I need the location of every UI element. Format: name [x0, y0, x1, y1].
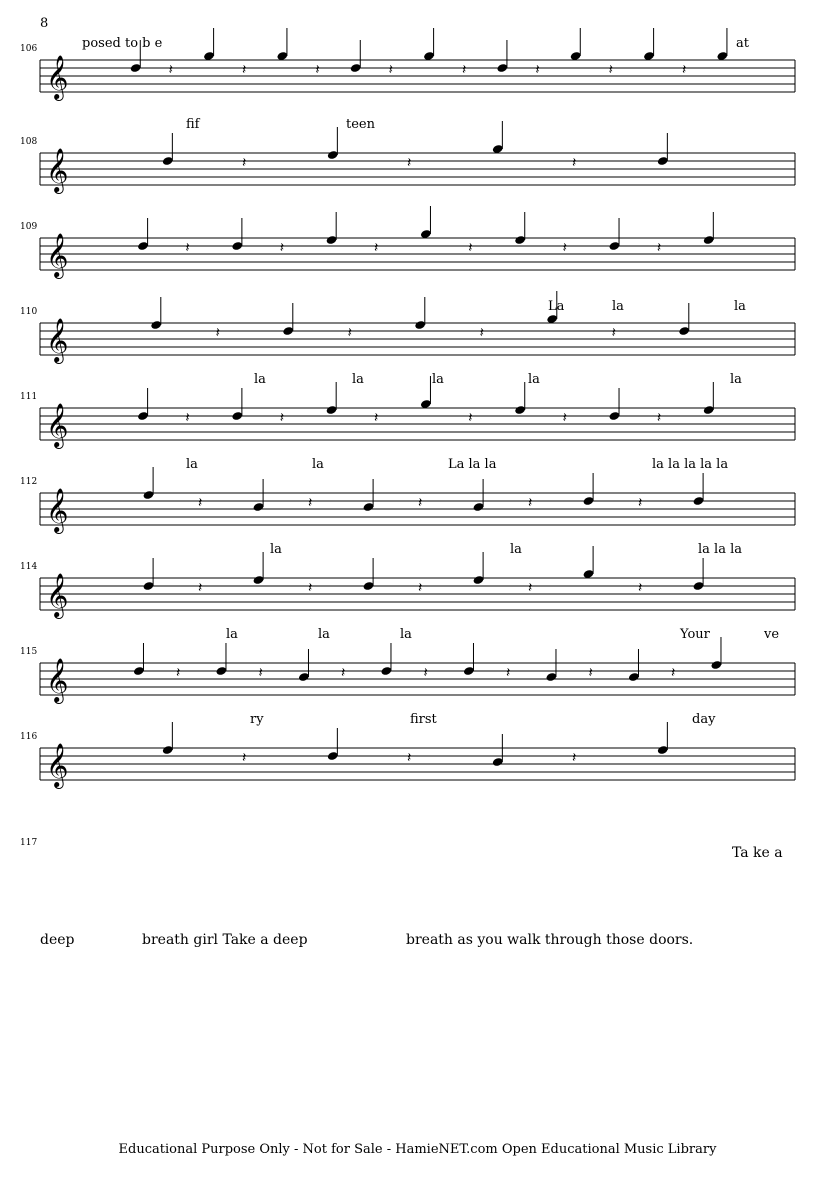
lyric-syllable: Your	[680, 627, 710, 642]
quarter-rest-icon: 𝄽	[374, 240, 379, 256]
staff-system	[0, 398, 835, 458]
quarter-rest-icon: 𝄽	[468, 410, 473, 426]
lyric-syllable: La	[548, 299, 565, 314]
staff-system	[0, 483, 835, 543]
quarter-rest-icon: 𝄽	[479, 325, 484, 341]
quarter-rest-icon: 𝄽	[638, 495, 643, 511]
quarter-rest-icon: 𝄽	[407, 155, 412, 171]
quarter-rest-icon: 𝄽	[242, 155, 247, 171]
lyric-syllable: la	[318, 627, 330, 642]
quarter-rest-icon: 𝄽	[528, 580, 533, 596]
staff-system	[0, 143, 835, 203]
quarter-rest-icon: 𝄽	[562, 410, 567, 426]
treble-clef-icon: 𝄞	[46, 55, 69, 99]
lyric-117-line1: Ta ke a	[732, 845, 783, 861]
quarter-rest-icon: 𝄽	[423, 665, 428, 681]
quarter-rest-icon: 𝄽	[242, 750, 247, 766]
quarter-rest-icon: 𝄽	[315, 62, 320, 78]
lyric-syllable: first	[410, 712, 437, 727]
lyric-syllable: ve	[764, 627, 780, 642]
measure-number: 110	[20, 307, 38, 317]
measure-number: 112	[20, 477, 38, 487]
measure-number: 114	[20, 562, 38, 572]
quarter-rest-icon: 𝄽	[572, 155, 577, 171]
lyric-syllable: la	[528, 372, 540, 387]
staff-system	[0, 313, 835, 373]
measure-number: 115	[20, 647, 38, 657]
quarter-rest-icon: 𝄽	[341, 665, 346, 681]
lyric-syllable: teen	[346, 117, 375, 132]
quarter-rest-icon: 𝄽	[506, 665, 511, 681]
quarter-rest-icon: 𝄽	[572, 750, 577, 766]
treble-clef-icon: 𝄞	[46, 148, 69, 192]
lyric-syllable: la la la	[698, 542, 742, 557]
quarter-rest-icon: 𝄽	[608, 62, 613, 78]
quarter-rest-icon: 𝄽	[671, 665, 676, 681]
lyric-syllable: posed to b e	[82, 36, 163, 51]
lyric-syllable: la	[254, 372, 266, 387]
quarter-rest-icon: 𝄽	[347, 325, 352, 341]
lyric-syllable: La la la	[448, 457, 497, 472]
quarter-rest-icon: 𝄽	[279, 410, 285, 426]
lyric-syllable: la	[730, 372, 742, 387]
treble-clef-icon: 𝄞	[46, 488, 69, 532]
measure-number: 108	[20, 137, 38, 147]
quarter-rest-icon: 𝄽	[242, 62, 247, 78]
quarter-rest-icon: 𝄽	[215, 325, 220, 341]
quarter-rest-icon: 𝄽	[588, 665, 593, 681]
quarter-rest-icon: 𝄽	[418, 495, 423, 511]
staff-system	[0, 50, 835, 110]
lyric-syllable: la la la la la	[652, 457, 729, 472]
treble-clef-icon: 𝄞	[46, 233, 69, 277]
quarter-rest-icon: 𝄽	[656, 240, 662, 256]
quarter-rest-icon: 𝄽	[176, 665, 181, 681]
measure-number: 111	[20, 392, 38, 402]
lyric-syllable: la	[226, 627, 238, 642]
treble-clef-icon: 𝄞	[46, 743, 69, 787]
page-number: 8	[40, 16, 49, 31]
lyric-syllable: la	[432, 372, 444, 387]
quarter-rest-icon: 𝄽	[462, 62, 467, 78]
staff-system	[0, 738, 835, 798]
lyric-syllable: la	[510, 542, 522, 557]
quarter-rest-icon: 𝄽	[308, 495, 313, 511]
quarter-rest-icon: 𝄽	[535, 62, 540, 78]
quarter-rest-icon: 𝄽	[388, 62, 393, 78]
quarter-rest-icon: 𝄽	[407, 750, 412, 766]
lyric-syllable: la	[400, 627, 412, 642]
quarter-rest-icon: 𝄽	[468, 240, 473, 256]
quarter-rest-icon: 𝄽	[168, 62, 173, 78]
lyric-syllable: la	[186, 457, 198, 472]
quarter-rest-icon: 𝄽	[528, 495, 533, 511]
lyric-syllable: la	[612, 299, 624, 314]
treble-clef-icon: 𝄞	[46, 403, 69, 447]
lyric-syllable: at	[736, 36, 749, 51]
lyric-syllable: fif	[186, 117, 200, 132]
treble-clef-icon: 𝄞	[46, 573, 69, 617]
lyric-syllable: la	[312, 457, 324, 472]
lyric-syllable: day	[692, 712, 716, 727]
treble-clef-icon: 𝄞	[46, 658, 69, 702]
footer-notice: Educational Purpose Only - Not for Sale - HamieNET.com Open Educational Music Library	[118, 1142, 717, 1157]
staff-system	[0, 568, 835, 628]
quarter-rest-icon: 𝄽	[198, 495, 203, 511]
quarter-rest-icon: 𝄽	[185, 240, 190, 256]
lyric-syllable: la	[734, 299, 746, 314]
quarter-rest-icon: 𝄽	[185, 410, 190, 426]
quarter-rest-icon: 𝄽	[308, 580, 313, 596]
quarter-rest-icon: 𝄽	[198, 580, 203, 596]
staff-system	[0, 228, 835, 288]
quarter-rest-icon: 𝄽	[656, 410, 662, 426]
lyric-117-line2-c: breath as you walk through those doors.	[406, 932, 694, 948]
quarter-rest-icon: 𝄽	[682, 62, 687, 78]
quarter-rest-icon: 𝄽	[279, 240, 285, 256]
quarter-rest-icon: 𝄽	[418, 580, 423, 596]
quarter-rest-icon: 𝄽	[258, 665, 263, 681]
measure-number-117: 117	[20, 838, 38, 848]
staff-system	[0, 653, 835, 713]
quarter-rest-icon: 𝄽	[638, 580, 643, 596]
measure-number: 109	[20, 222, 38, 232]
quarter-rest-icon: 𝄽	[611, 325, 616, 341]
lyric-syllable: ry	[250, 712, 264, 727]
lyric-117-line2-b: breath girl Take a deep	[142, 932, 308, 948]
treble-clef-icon: 𝄞	[46, 318, 69, 362]
lyric-syllable: la	[352, 372, 364, 387]
quarter-rest-icon: 𝄽	[374, 410, 379, 426]
lyric-117-line2-a: deep	[40, 932, 75, 948]
quarter-rest-icon: 𝄽	[562, 240, 567, 256]
measure-number: 116	[20, 732, 38, 742]
lyric-syllable: la	[270, 542, 282, 557]
measure-number: 106	[20, 44, 38, 54]
